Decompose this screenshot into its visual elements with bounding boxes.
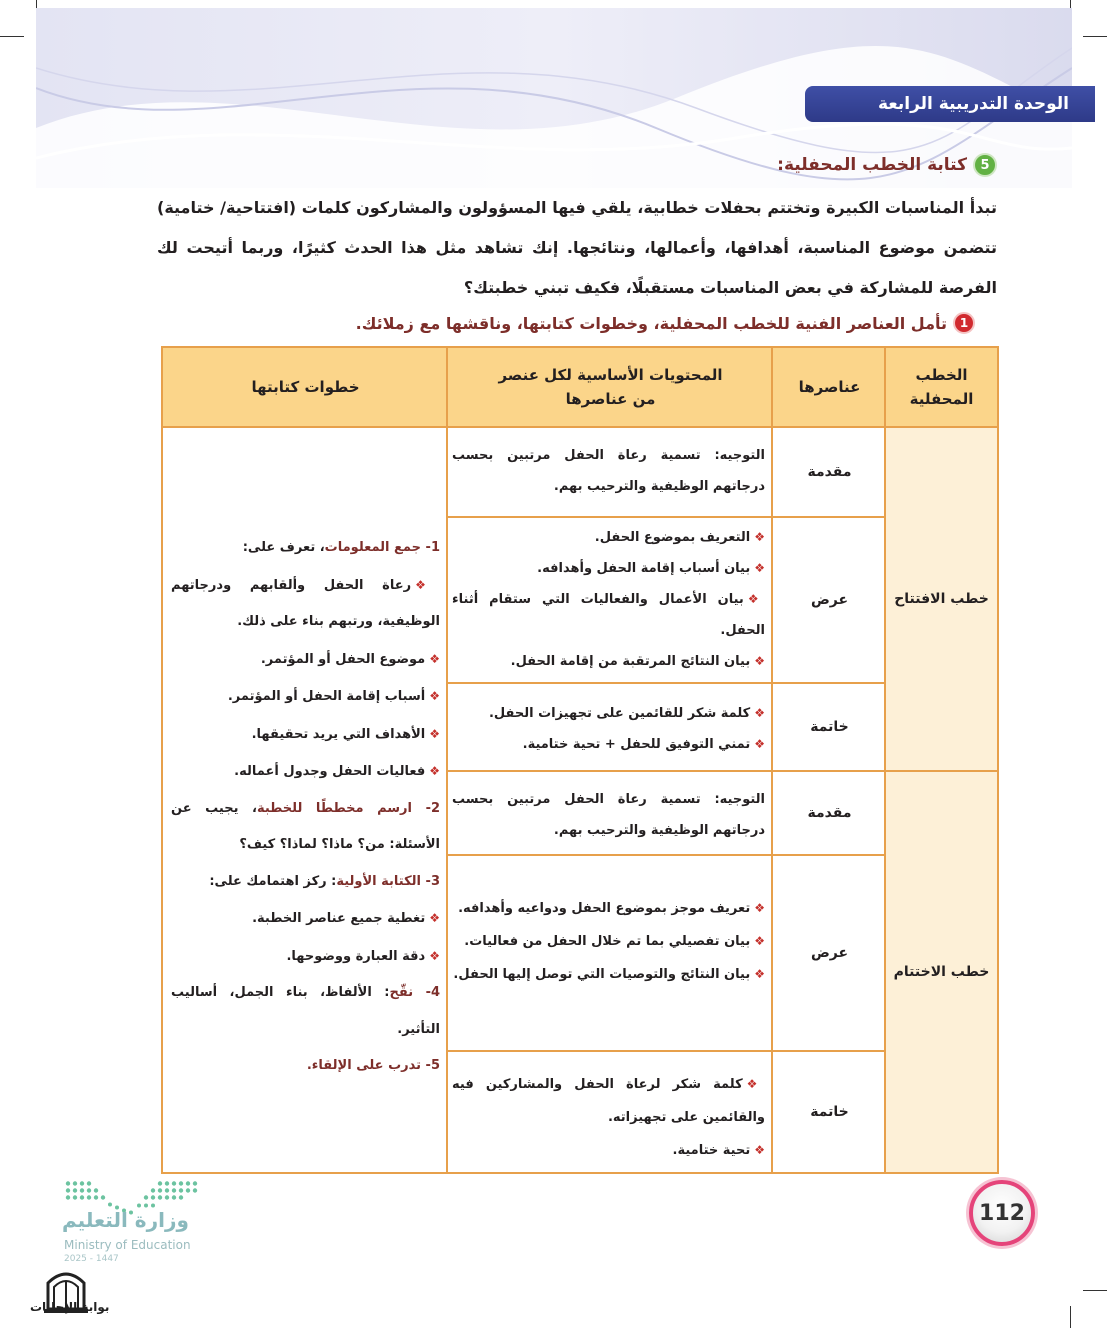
list-item: ❖فعاليات الحفل وجدول أعماله. [234, 764, 440, 779]
table-rule [163, 426, 997, 428]
writing-steps [163, 530, 446, 1085]
bullet-icon: ❖ [754, 561, 765, 575]
bullet-icon: ❖ [747, 592, 766, 606]
crop-mark [1083, 36, 1107, 37]
opening-speech-label: خطب الافتتاح [886, 428, 997, 770]
list-item: ❖أسباب إقامة الحفل أو المؤتمر. [227, 689, 440, 704]
list-item: ❖الأهداف التي يريد تحقيقها. [251, 726, 440, 742]
bullet-icon: ❖ [754, 1143, 765, 1157]
bullet-icon: ❖ [429, 726, 440, 741]
step-1: 1- جمع المعلومات، تعرف على: [242, 540, 440, 555]
table-rule [448, 682, 886, 684]
list-item: ❖تغطية جميع عناصر الخطبة. [252, 911, 440, 926]
crop-mark [0, 36, 24, 37]
bullet-icon: ❖ [754, 934, 765, 948]
list-item: ❖بيان الأعمال والفعاليات التي ستقام أثناء الحفل. [452, 592, 766, 638]
list-item: ❖تمني التوفيق للحفل + تحية ختامية. [522, 737, 765, 752]
bullet-icon: ❖ [429, 911, 440, 925]
list-item: ❖رعاة الحفل وألقابهم ودرجاتهم الوظيفية، ورتبهم بناء على ذلك. [171, 577, 441, 629]
closing-intro-text: التوجيه: تسمية رعاة الحفل مرتبين بحسب درجاتهم الوظيفية والترحيب بهم. [452, 792, 765, 838]
header-elements: عناصرها [773, 348, 886, 426]
ministry-english-name: Ministry of Education [64, 1238, 191, 1252]
opening-body-label: عرض [810, 592, 849, 608]
list-item: ❖تعريف موجز بموضوع الحفل ودواعيه وأهدافه. [458, 901, 765, 916]
bullet-icon: ❖ [754, 737, 765, 751]
opening-end-label: خاتمة [810, 719, 849, 735]
closing-body-label: عرض [810, 945, 849, 961]
step-5: 5- تدرب على الإلقاء. [306, 1058, 440, 1073]
bullet-icon: ❖ [429, 948, 440, 963]
crop-mark [1070, 1306, 1071, 1328]
section-number-badge: 5 [973, 153, 997, 177]
ministry-arabic-name: وزارة التعليم [62, 1208, 189, 1232]
bullet-icon: ❖ [429, 764, 440, 778]
table-rule [448, 516, 886, 518]
bullet-icon: ❖ [754, 530, 765, 544]
list-item: ❖موضوع الحفل أو المؤتمر. [260, 651, 440, 667]
table-rule [448, 854, 886, 856]
ministry-years: 2025 - 1447 [64, 1254, 119, 1264]
closing-body-list [448, 892, 771, 991]
step-2: 2- ارسم مخططًا للخطبة، يجيب عن الأسئلة: من؟ ماذا؟ لماذا؟ كيف؟ [171, 800, 441, 852]
bullet-icon: ❖ [746, 1077, 766, 1091]
closing-end-list [448, 1068, 771, 1167]
brand-name: بوابة الإجابات [30, 1300, 110, 1314]
bullet-icon: ❖ [415, 577, 441, 592]
crop-mark [1083, 1290, 1107, 1291]
closing-end-label: خاتمة [810, 1104, 849, 1120]
activity-number-badge: 1 [953, 312, 975, 334]
section-title: كتابة الخطب المحفلية: [777, 155, 967, 175]
unit-banner: الوحدة التدريبية الرابعة [805, 86, 1095, 122]
bullet-icon: ❖ [429, 689, 440, 703]
bullet-icon: ❖ [754, 654, 765, 668]
step-4: 4- نقّح: الألفاظ، بناء الجمل، أساليب التأثير. [171, 985, 441, 1037]
list-item: ❖بيان النتائج والتوصيات التي توصل إليها الحفل. [453, 967, 765, 982]
bullet-icon: ❖ [754, 901, 765, 915]
step-3: 3- الكتابة الأولية: ركز اهتمامك على: [209, 873, 440, 889]
list-item: ❖كلمة شكر للقائمين على تجهيزات الحفل. [488, 706, 765, 721]
section-heading [777, 153, 997, 177]
list-item: ❖دقة العبارة ووضوحها. [286, 948, 440, 964]
table-rule [448, 770, 997, 772]
table-rule [771, 348, 773, 1172]
opening-body-list [448, 522, 771, 677]
closing-intro-label: مقدمة [807, 805, 852, 821]
speech-elements-table [161, 346, 999, 1174]
list-item: ❖كلمة شكر لرعاة الحفل والمشاركين فيه والقائمين على تجهيزاته. [452, 1077, 766, 1125]
header-steps: خطوات كتابتها [163, 348, 448, 426]
table-rule [448, 1050, 886, 1052]
list-item: ❖التعريف بموضوع الحفل. [594, 530, 765, 545]
bullet-icon: ❖ [429, 651, 440, 666]
table-rule [884, 348, 886, 1172]
list-item: ❖تحية ختامية. [672, 1143, 765, 1158]
activity-text: تأمل العناصر الفنية للخطب المحفلية، وخطوات كتابتها، وناقشها مع زملائك. [355, 313, 947, 333]
list-item: ❖بيان النتائج المرتقبة من إقامة الحفل. [510, 654, 765, 669]
table-rule [446, 348, 448, 1172]
bullet-icon: ❖ [754, 706, 765, 720]
list-item: ❖بيان أسباب إقامة الحفل وأهدافه. [537, 561, 765, 576]
opening-intro-label: مقدمة [807, 464, 852, 480]
activity-instruction [356, 312, 975, 334]
header-type: الخطب المحفلية [886, 348, 997, 426]
header-contents: المحتويات الأساسية لكل عنصر من عناصرها [448, 348, 773, 426]
opening-end-list [448, 698, 771, 760]
page-number: 112 [969, 1180, 1035, 1246]
list-item: ❖بيان تفصيلي بما تم خلال الحفل من فعاليات. [464, 934, 765, 949]
intro-paragraph: تبدأ المناسبات الكبيرة وتختتم بحفلات خطابية، يلقي فيها المسؤولون والمشاركون كلمات (افتتاحية/ ختامية) تتضمن موضوع المناسبة، أهدافها، وأعمالها، ونتائجها. إنك تشاهد مثل هذا الحدث كثيرًا، وربما أتيحت لك الفرصة للمشاركة في بعض المناسبات مستقبلًا، فكيف تبني خطبتك؟ [157, 198, 997, 297]
closing-speech-label: خطب الاختتام [886, 772, 997, 1172]
opening-intro-text: التوجيه: تسمية رعاة الحفل مرتبين بحسب درجاتهم الوظيفية والترحيب بهم. [452, 448, 765, 494]
bullet-icon: ❖ [754, 967, 765, 981]
